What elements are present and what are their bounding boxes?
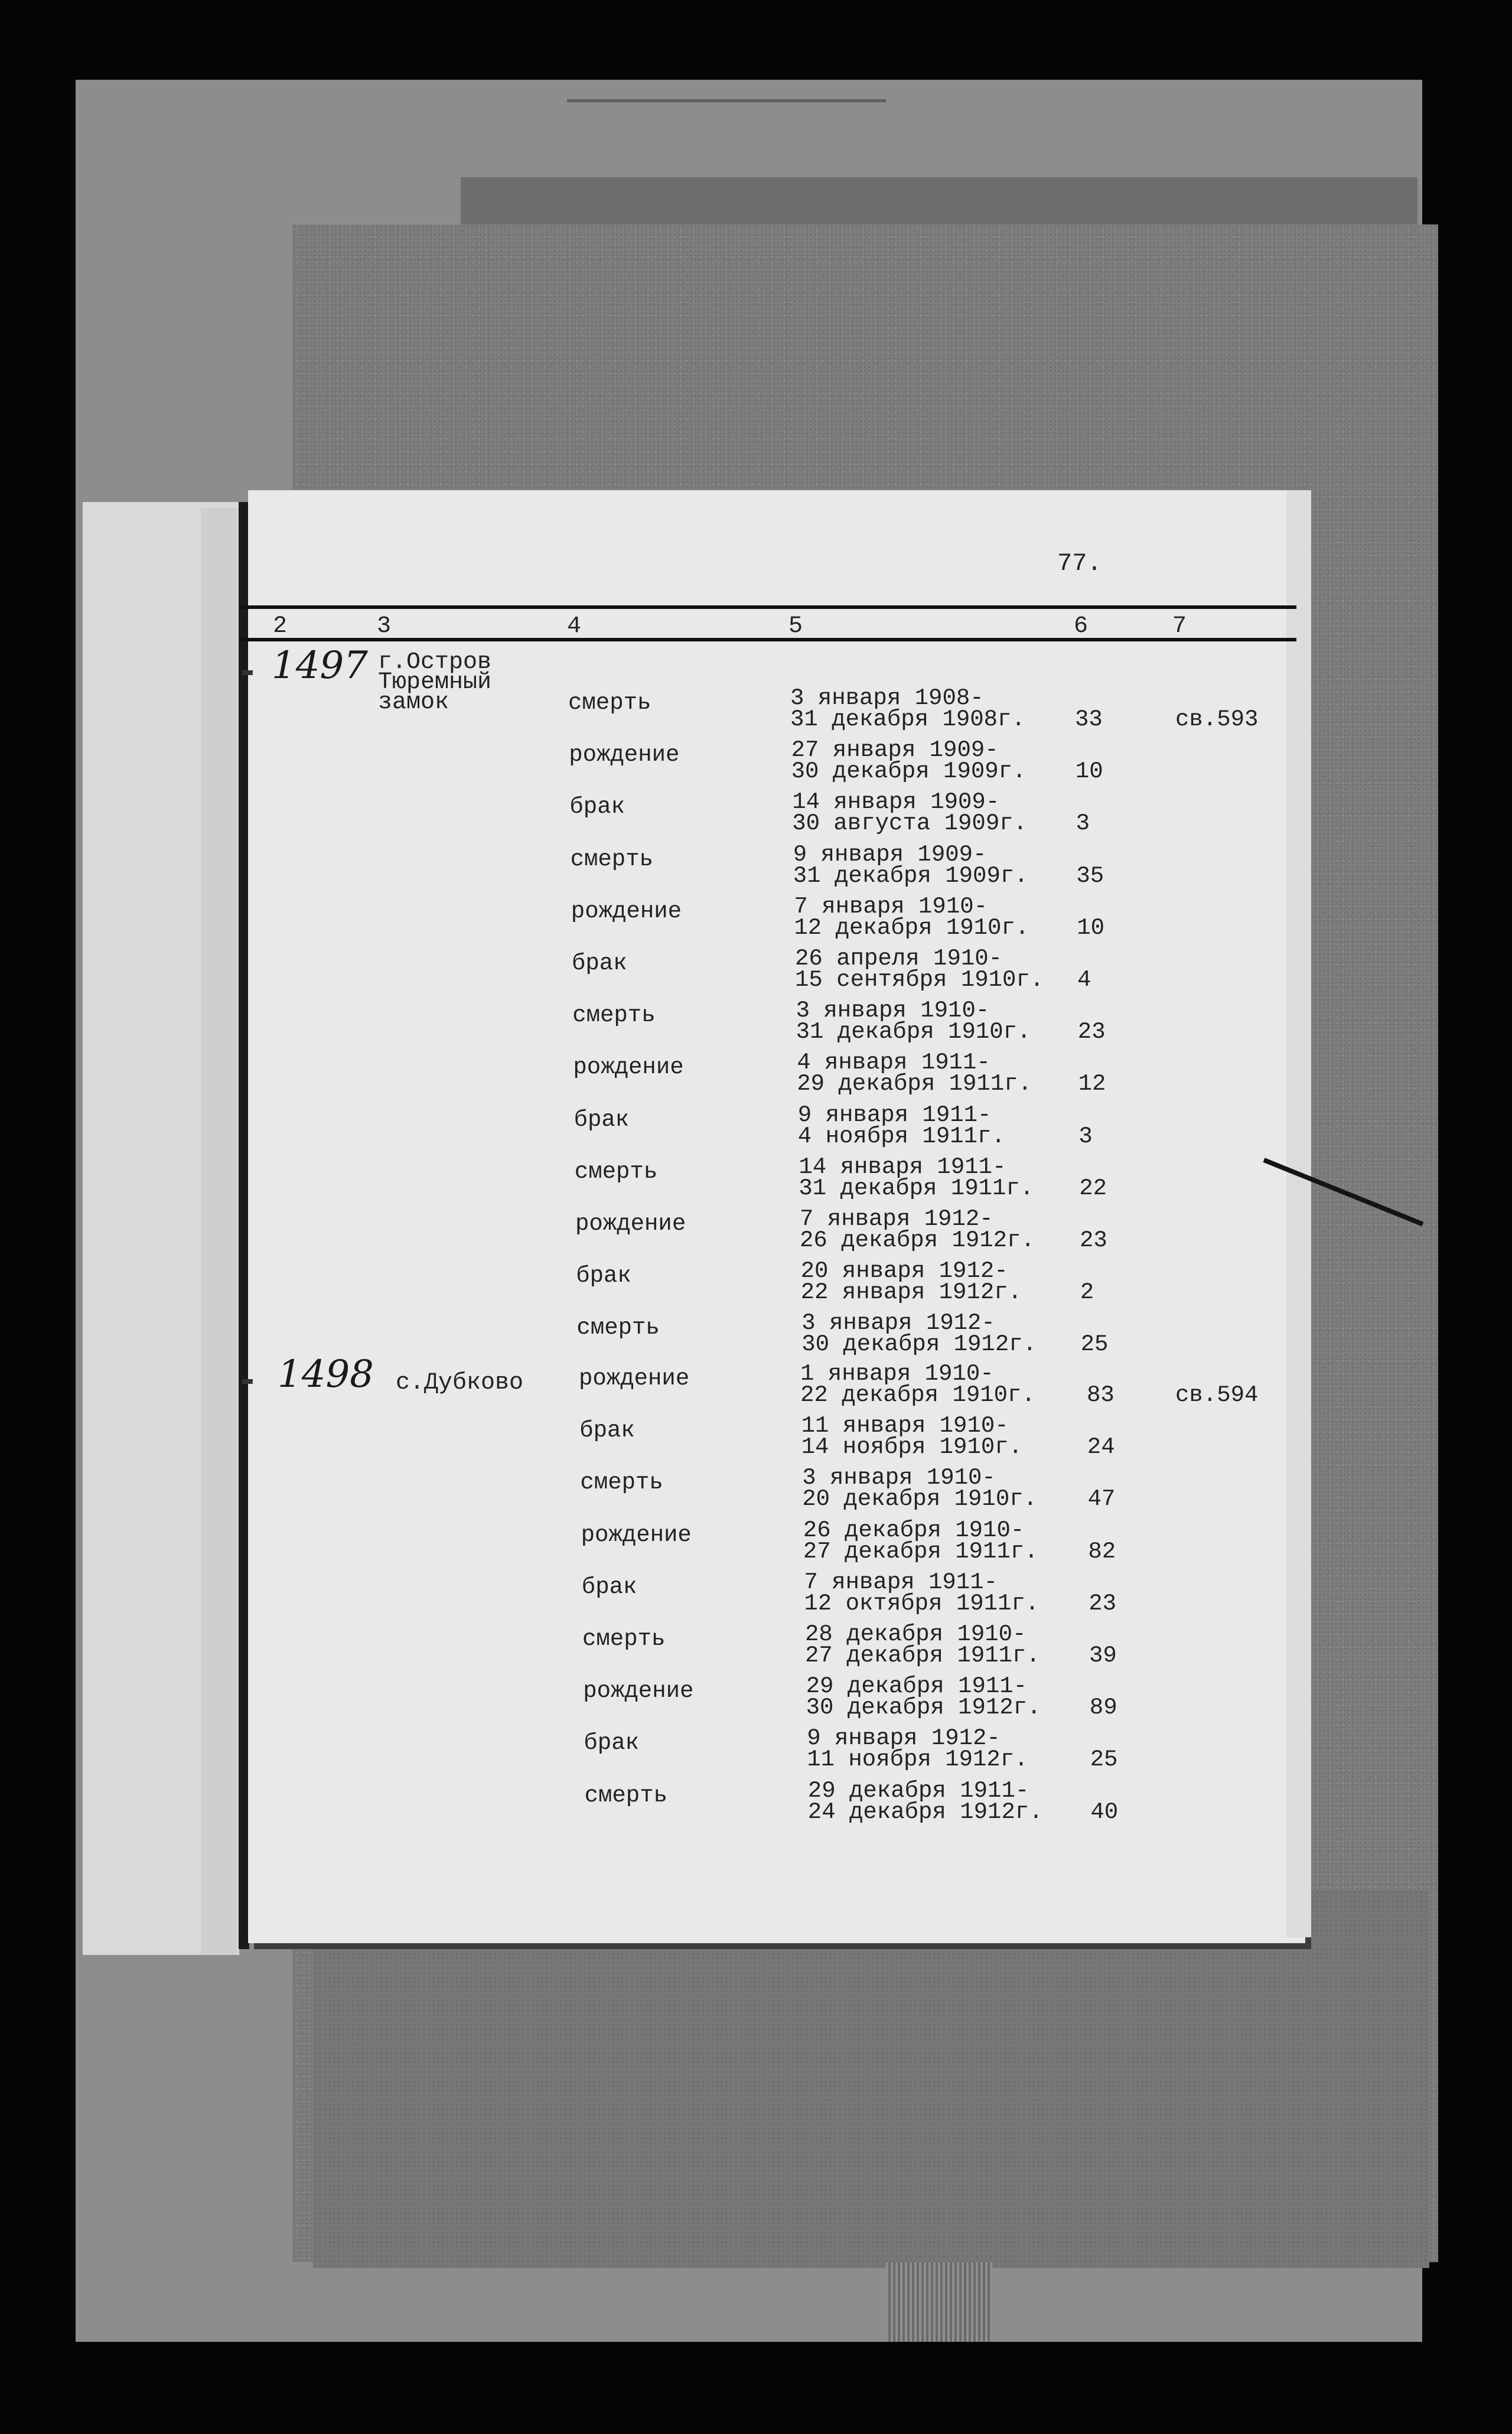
record-type: рождение	[579, 1366, 690, 1392]
table-row	[0, 737, 1512, 794]
frame-mark	[567, 99, 886, 102]
date-from: 3 января 1912-	[801, 1310, 995, 1337]
date-to: 14 ноября 1910г.	[801, 1434, 1023, 1461]
header-rule-bottom	[239, 638, 1296, 641]
volume-ref: св.593	[1175, 706, 1259, 732]
table-row	[0, 1465, 1512, 1521]
record-count: 47	[1087, 1486, 1116, 1513]
record-type: рождение	[573, 1054, 684, 1081]
shadow-band	[461, 177, 1418, 230]
date-to: 31 декабря 1911г.	[799, 1175, 1034, 1201]
date-to: 15 сентября 1910г.	[795, 967, 1044, 993]
table-row	[0, 1413, 1512, 1469]
date-to: 4 ноября 1911г.	[797, 1123, 1005, 1149]
date-from: 27 января 1909-	[791, 737, 999, 764]
table-row	[0, 1569, 1512, 1626]
date-to: 30 декабря 1909г.	[791, 758, 1027, 785]
record-type: брак	[576, 1263, 631, 1289]
record-count: 2	[1080, 1279, 1094, 1306]
date-from: 3 января 1910-	[796, 998, 990, 1024]
record-count: 23	[1080, 1227, 1107, 1253]
date-to: 27 декабря 1911г.	[805, 1643, 1040, 1669]
record-count: 89	[1089, 1695, 1117, 1721]
record-count: 10	[1075, 758, 1103, 785]
date-to: 24 декабря 1912г.	[807, 1798, 1043, 1825]
date-to: 31 декабря 1908г.	[790, 706, 1025, 732]
date-from: 7 января 1912-	[800, 1206, 993, 1232]
date-from: 9 января 1909-	[793, 841, 987, 868]
date-from: 26 апреля 1910-	[795, 946, 1003, 972]
table-row	[0, 1517, 1512, 1574]
date-from: 14 января 1909-	[792, 789, 1000, 816]
column-number: 2	[273, 613, 288, 640]
record-count: 25	[1090, 1747, 1118, 1773]
date-from: 9 января 1912-	[807, 1725, 1001, 1752]
header-rule-top	[239, 605, 1296, 609]
record-type: смерть	[582, 1626, 666, 1652]
table-row	[0, 685, 1512, 742]
date-from: 28 декабря 1910-	[805, 1621, 1027, 1647]
record-type: смерть	[568, 690, 651, 716]
record-type: брак	[573, 1106, 630, 1133]
record-type: рождение	[571, 898, 682, 924]
struck-mark: ▬	[242, 1370, 253, 1390]
column-number: 6	[1074, 613, 1089, 640]
record-count: 4	[1077, 967, 1091, 993]
date-from: 9 января 1911-	[797, 1102, 992, 1128]
record-count: 35	[1076, 862, 1104, 889]
backing-board-lower	[313, 1890, 1429, 2268]
date-from: 11 января 1910-	[801, 1413, 1009, 1439]
column-number: 3	[377, 613, 392, 640]
date-from: 14 января 1911-	[799, 1154, 1006, 1180]
volume-ref: св.594	[1175, 1382, 1259, 1408]
column-number: 4	[567, 613, 582, 640]
record-count: 3	[1078, 1123, 1093, 1149]
record-count: 23	[1077, 1019, 1106, 1045]
struck-mark: ▬	[242, 662, 253, 682]
date-to: 12 октября 1911г.	[804, 1590, 1040, 1617]
table-row	[0, 946, 1512, 1002]
record-type: рождение	[575, 1211, 686, 1237]
date-from: 3 января 1908-	[790, 685, 984, 711]
record-type: рождение	[581, 1521, 692, 1548]
date-to: 31 декабря 1909г.	[793, 862, 1028, 889]
date-to: 31 декабря 1910г.	[796, 1019, 1031, 1045]
column-number: 7	[1172, 613, 1187, 640]
record-count: 82	[1088, 1538, 1116, 1565]
date-from: 7 января 1911-	[804, 1569, 998, 1595]
table-row	[0, 998, 1512, 1054]
record-type: брак	[581, 1573, 637, 1600]
record-type: смерть	[572, 1002, 656, 1029]
record-type: рождение	[583, 1678, 694, 1705]
table-row	[0, 1361, 1512, 1418]
date-to: 27 декабря 1911г.	[803, 1538, 1038, 1565]
table-row	[0, 1206, 1512, 1263]
record-type: брак	[579, 1418, 635, 1444]
record-type: смерть	[580, 1469, 663, 1496]
table-row	[0, 789, 1512, 846]
record-count: 39	[1089, 1643, 1117, 1669]
record-count: 24	[1087, 1434, 1115, 1461]
date-to: 30 декабря 1912г.	[801, 1331, 1037, 1358]
date-from: 7 января 1910-	[794, 893, 988, 920]
record-count: 3	[1076, 810, 1090, 837]
table-row	[0, 1310, 1512, 1367]
table-row	[0, 1621, 1512, 1678]
record-count: 33	[1075, 706, 1103, 732]
date-to: 30 августа 1909г.	[792, 810, 1028, 837]
table-row	[0, 1673, 1512, 1730]
date-to: 20 декабря 1910г.	[802, 1486, 1038, 1513]
date-to: 22 декабря 1910г.	[800, 1382, 1035, 1408]
place-name-line: г.Остров	[378, 649, 492, 676]
date-to: 12 декабря 1910г.	[794, 914, 1029, 941]
place-name-line: замок	[378, 689, 449, 716]
table-row	[0, 1777, 1512, 1835]
record-count: 10	[1077, 914, 1104, 941]
column-number: 5	[788, 613, 803, 640]
table-row	[0, 893, 1512, 950]
date-to: 11 ноября 1912г.	[807, 1747, 1028, 1773]
page-number: 77.	[1057, 549, 1102, 578]
record-count: 25	[1080, 1331, 1109, 1358]
record-count: 23	[1089, 1590, 1116, 1617]
date-from: 4 января 1911-	[797, 1050, 990, 1076]
date-to: 30 декабря 1912г.	[806, 1695, 1041, 1721]
record-type: рождение	[569, 742, 680, 768]
table-row	[0, 1050, 1512, 1106]
place-name-line: с.Дубково	[396, 1370, 524, 1396]
record-count: 12	[1078, 1071, 1106, 1097]
table-row	[0, 1258, 1512, 1315]
date-from: 3 января 1910-	[802, 1465, 996, 1491]
table-row	[0, 841, 1512, 898]
record-type: смерть	[584, 1782, 668, 1809]
record-count: 83	[1087, 1382, 1115, 1408]
record-count: 40	[1090, 1798, 1119, 1825]
date-from: 1 января 1910-	[800, 1361, 994, 1387]
record-type: смерть	[574, 1158, 658, 1185]
place-name-line: Тюремный	[378, 669, 492, 696]
record-type: брак	[584, 1730, 640, 1757]
date-from: 26 декабря 1910-	[803, 1517, 1025, 1543]
table-row	[0, 1102, 1512, 1159]
record-type: брак	[572, 950, 627, 976]
date-to: 26 декабря 1912г.	[800, 1227, 1035, 1253]
handwritten-number: 1498	[278, 1353, 374, 1396]
record-type: брак	[569, 794, 625, 820]
binding-tape	[886, 2262, 992, 2342]
handwritten-number: 1497	[272, 644, 368, 687]
date-to: 29 декабря 1911г.	[797, 1071, 1032, 1097]
date-from: 20 января 1912-	[800, 1258, 1008, 1285]
record-type: смерть	[576, 1315, 660, 1341]
date-from: 29 декабря 1911-	[806, 1673, 1028, 1700]
date-from: 29 декабря 1911-	[807, 1777, 1029, 1804]
record-type: смерть	[570, 846, 654, 872]
table-row	[0, 1154, 1512, 1211]
record-count: 22	[1079, 1175, 1107, 1201]
date-to: 22 января 1912г.	[800, 1279, 1022, 1306]
table-row	[0, 1725, 1512, 1782]
